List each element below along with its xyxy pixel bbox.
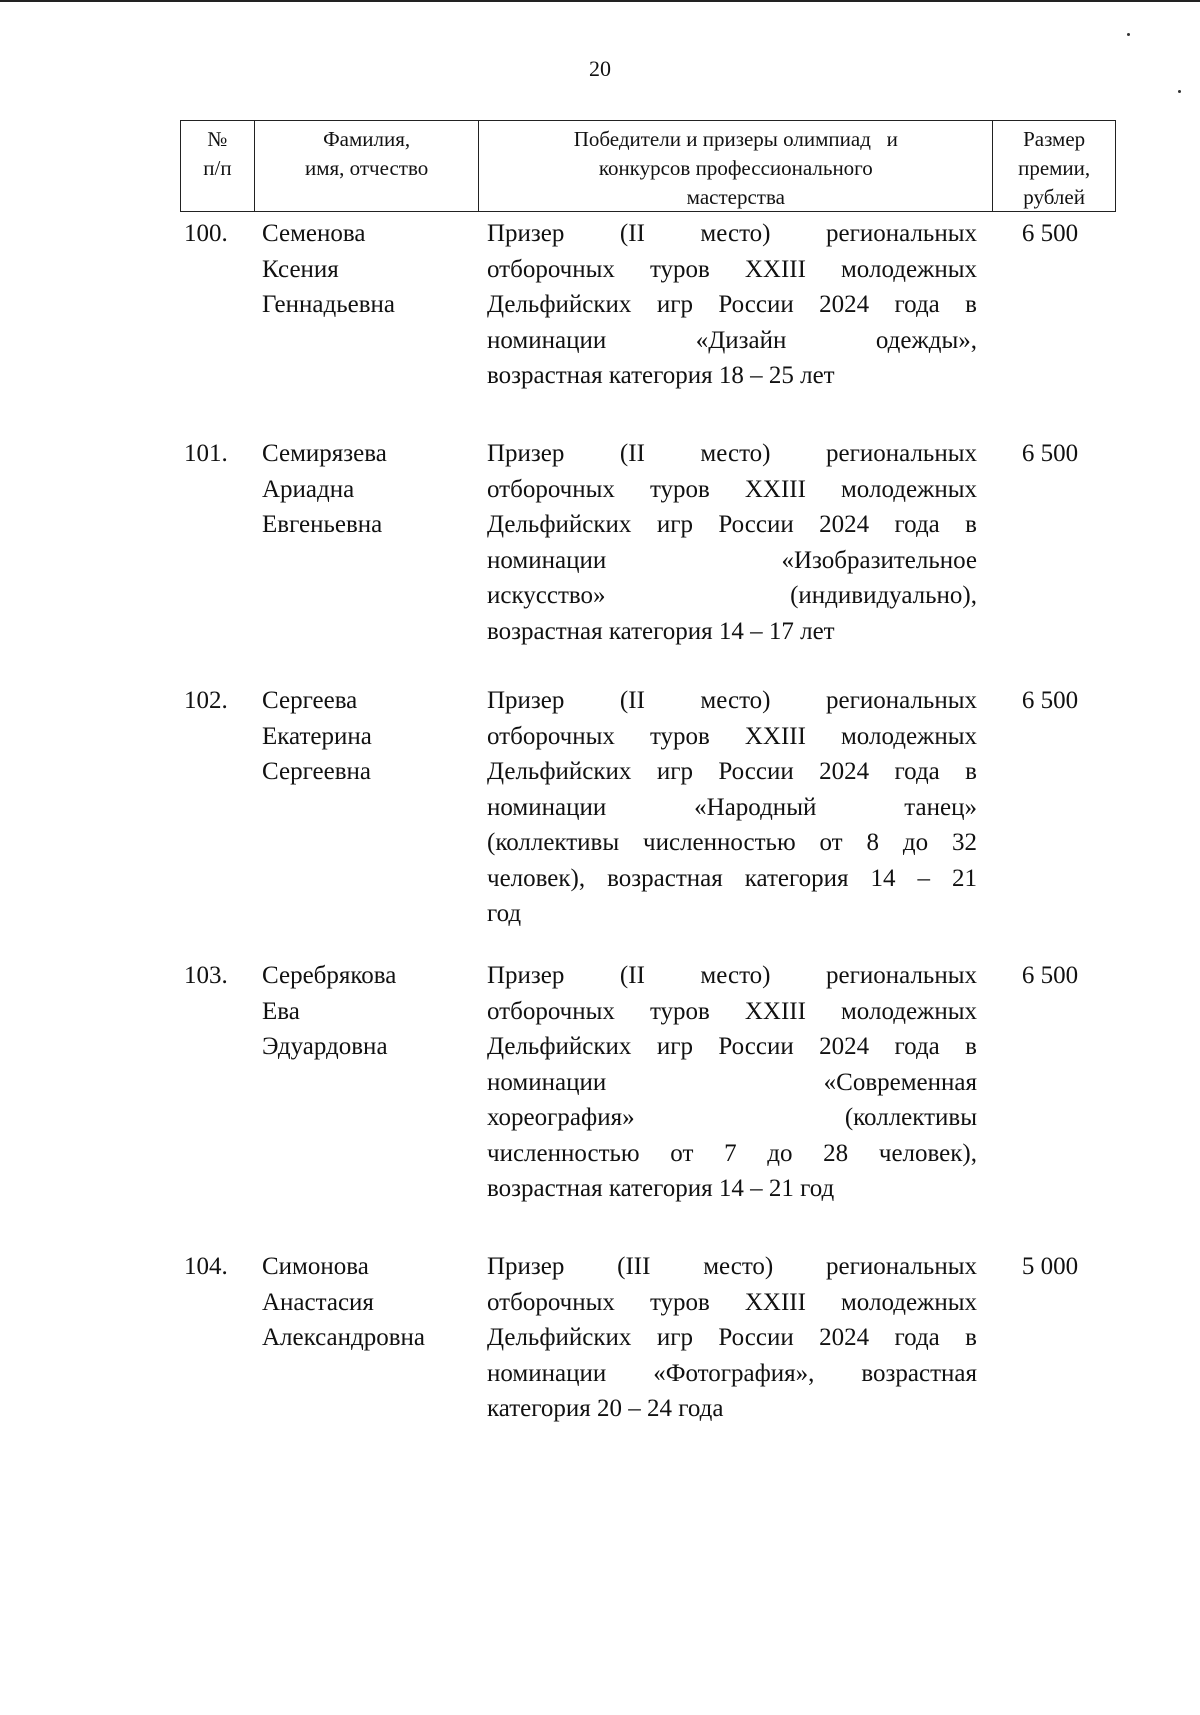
row-achievement: Призер (II место) региональных отборочных туров XXIII молодежных Дельфийских игр России 2024 года в номинации «Изобразительное искусство» (индивидуально), возрастная категория 14 – 17 лет (487, 440, 977, 645)
row-prize: 6 500 (1021, 440, 1079, 467)
row-full-name: Сергеева Екатерина Сергеевна (262, 687, 372, 785)
row-achievement: Призер (II место) региональных отборочных туров XXIII молодежных Дельфийских игр России 2024 года в номинации «Народный танец» (коллективы численностью от 8 до 32 человек), возрастная категория 14 – 21 год (487, 687, 977, 927)
row-number: 101. (184, 440, 228, 467)
scan-speck (1127, 33, 1130, 36)
row-number: 100. (184, 220, 228, 247)
page-number: 20 (589, 56, 611, 81)
row-achievement: Призер (III место) региональных отборочных туров XXIII молодежных Дельфийских игр России 2024 года в номинации «Фотография», возрастная категория 20 – 24 года (487, 1253, 977, 1422)
row-full-name: Семенова Ксения Геннадьевна (262, 220, 395, 318)
row-prize: 5 000 (1021, 1253, 1079, 1280)
header-col-name: Фамилия, имя, отчество (254, 121, 479, 211)
row-prize: 6 500 (1021, 220, 1079, 247)
row-prize: 6 500 (1021, 962, 1079, 989)
row-full-name: Серебрякова Ева Эдуардовна (262, 962, 397, 1060)
row-achievement: Призер (II место) региональных отборочных туров XXIII молодежных Дельфийских игр России 2024 года в номинации «Дизайн одежды», возрастная категория 18 – 25 лет (487, 220, 977, 389)
header-col-number: № п/п (203, 127, 232, 180)
row-full-name: Симонова Анастасия Александровна (262, 1253, 426, 1351)
row-prize: 6 500 (1021, 687, 1079, 714)
top-rule (0, 0, 1200, 2)
row-number: 102. (184, 687, 228, 714)
table-header (180, 120, 1116, 212)
header-col-achievement: Победители и призеры олимпиад и конкурсов профессионального мастерства (478, 121, 992, 211)
scan-speck (1178, 90, 1181, 93)
row-full-name: Семирязева Ариадна Евгеньевна (262, 440, 387, 538)
row-achievement: Призер (II место) региональных отборочных туров XXIII молодежных Дельфийских игр России 2024 года в номинации «Современная хореография» (коллективы численностью от 7 до 28 человек), возрастная категория 14 – 21 год (487, 962, 977, 1202)
row-number: 103. (184, 962, 228, 989)
row-number: 104. (184, 1253, 228, 1280)
header-col-prize: Размер премии, рублей (992, 121, 1115, 211)
